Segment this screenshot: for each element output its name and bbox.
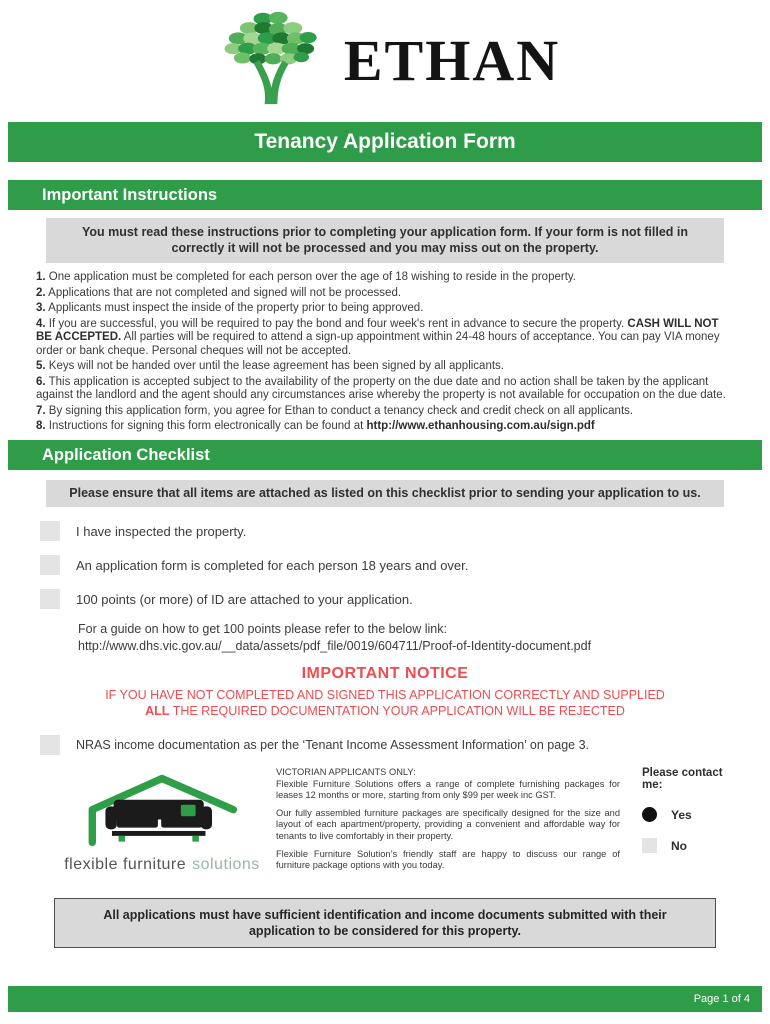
instructions-list bbox=[0, 271, 770, 434]
instruction-item-8: 8. Instructions for signing this form electronically can be found at http://www.ethanhousing.com.au/sign.pdf bbox=[36, 420, 595, 432]
header-logo bbox=[0, 6, 770, 114]
furniture-wordmark: flexible furniture solutions bbox=[64, 856, 260, 873]
furniture-logo-icon bbox=[71, 836, 253, 853]
rejection-warning: IF YOU HAVE NOT COMPLETED AND SIGNED THIS APPLICATION CORRECTLY AND SUPPLIED ALL THE REQUIRED DOCUMENTATION YOUR APPLICATION WILL BE REJECTED bbox=[105, 688, 665, 718]
instruction-item-3: 3. Applicants must inspect the inside of the property prior to being approved. bbox=[36, 302, 424, 314]
application-checklist-heading: Application Checklist bbox=[42, 445, 210, 464]
instruction-item-2: 2. Applications that are not completed and signed will not be processed. bbox=[36, 286, 402, 299]
checklist-item-label: An application form is completed for each person 18 years and over. bbox=[76, 557, 469, 573]
id-guide-block bbox=[0, 621, 770, 655]
checklist-item-application-form bbox=[0, 555, 770, 575]
contact-no-option bbox=[642, 838, 742, 853]
bottom-notice-box bbox=[54, 898, 716, 948]
section-important-instructions bbox=[8, 180, 762, 210]
form-title: Tenancy Application Form bbox=[254, 130, 516, 153]
contact-yes-option bbox=[642, 807, 742, 822]
checklist-notice-text: Please ensure that all items are attached as listed on this checklist prior to sending your application to us. bbox=[69, 485, 701, 500]
checklist-item-id-points bbox=[0, 589, 770, 609]
bottom-notice-text: All applications must have sufficient identification and income documents submitted with their application to be considered for this property. bbox=[103, 907, 667, 938]
page-number: Page 1 of 4 bbox=[693, 993, 750, 1005]
id-guide-intro: For a guide on how to get 100 points please refer to the below link: bbox=[78, 622, 447, 636]
brand-wordmark: ETHAN bbox=[343, 27, 561, 93]
instruction-item-7: 7. By signing this application form, you agree for Ethan to conduct a tenancy check and credit check on all applicants. bbox=[36, 404, 634, 417]
instruction-item-6: 6. This application is accepted subject to the availability of the property on the due date and no action shall be taken by the applicant against the landlord and the agent should any circumstances arise whereby the property is not available for occupation on the due date. bbox=[36, 375, 726, 401]
instruction-item-5: 5. Keys will not be handed over until the lease agreement has been signed by all applicants. bbox=[36, 360, 504, 372]
section-application-checklist bbox=[8, 440, 762, 470]
furniture-text-block bbox=[276, 767, 620, 878]
checklist-item-inspected bbox=[0, 521, 770, 541]
application-form-checkbox[interactable] bbox=[40, 555, 60, 575]
victorian-applicants-paragraph: VICTORIAN APPLICANTS ONLY: Flexible Furniture Solutions offers a range of complete furnishing packages for leases 12 months or more, starting from only $99 per week inc GST. bbox=[276, 767, 620, 801]
important-instructions-heading: Important Instructions bbox=[42, 186, 218, 204]
instruction-item-4: 4. If you are successful, you will be required to pay the bond and four week's rent in advance to secure the property. CASH WILL NOT BE ACCEPTED. All parties will be required to attend a sign-up appointment within 24-48 hours of acceptance. You can pay VIA money order or bank cheque. Personal cheques will not be accepted. bbox=[36, 317, 720, 357]
contact-yes-label: Yes bbox=[671, 807, 692, 822]
contact-no-checkbox[interactable] bbox=[642, 838, 657, 853]
contact-yes-radio[interactable] bbox=[642, 807, 657, 822]
furniture-promo-section bbox=[0, 767, 770, 878]
sign-pdf-link[interactable]: http://www.ethanhousing.com.au/sign.pdf bbox=[366, 420, 595, 432]
furniture-paragraph-3: Flexible Furniture Solution’s friendly staff are happy to discuss our range of furniture package options with you today. bbox=[276, 848, 620, 871]
contact-no-label: No bbox=[671, 838, 687, 853]
checklist-item-label: I have inspected the property. bbox=[76, 523, 247, 539]
footer-bar bbox=[8, 986, 762, 1012]
instruction-item-1: 1. One application must be completed for each person over the age of 18 wishing to reside in the property. bbox=[36, 271, 576, 283]
checklist-item-nras bbox=[0, 735, 770, 755]
nras-checkbox[interactable] bbox=[40, 735, 60, 755]
checklist-notice-box bbox=[46, 480, 724, 508]
contact-me-block bbox=[636, 767, 742, 878]
id-guide-link[interactable]: http://www.dhs.vic.gov.au/__data/assets/pdf_file/0019/604711/Proof-of-Identity-document.pdf bbox=[78, 639, 592, 653]
contact-me-label: Please contact me: bbox=[642, 767, 723, 791]
instructions-notice-text: You must read these instructions prior to completing your application form. If your form is not filled in correctly it will not be processed and you may miss out on the property. bbox=[81, 225, 689, 255]
furniture-paragraph-2: Our fully assembled furniture packages are specifically designed for the size and layout of each apartment/property, providing a convenient and affordable way for tenants to live comfortably in their property. bbox=[276, 807, 620, 841]
nras-item-label: NRAS income documentation as per the ‘Tenant Income Assessment Information’ on page 3. bbox=[76, 738, 590, 752]
important-notice-title: IMPORTANT NOTICE bbox=[301, 665, 469, 682]
checklist-item-label: 100 points (or more) of ID are attached to your application. bbox=[76, 591, 413, 607]
form-title-bar bbox=[8, 122, 762, 162]
inspected-checkbox[interactable] bbox=[40, 521, 60, 541]
instructions-notice-box bbox=[46, 218, 724, 263]
furniture-logo-block bbox=[64, 767, 260, 878]
tree-logo-icon bbox=[210, 6, 338, 115]
id-points-checkbox[interactable] bbox=[40, 589, 60, 609]
